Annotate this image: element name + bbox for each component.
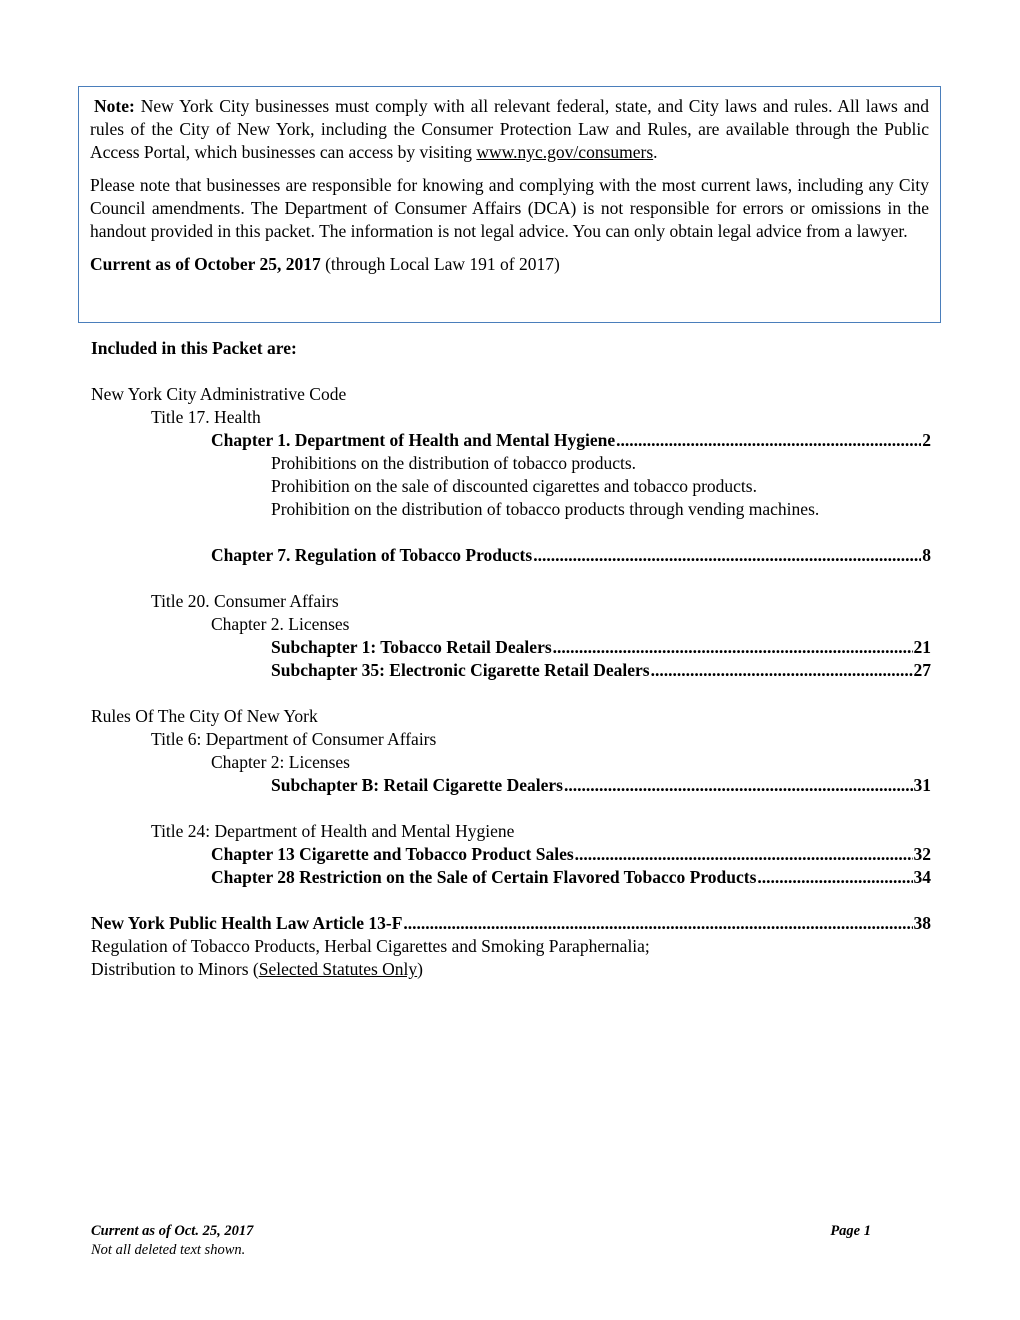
- toc-entry-ch13[interactable]: [91, 843, 931, 866]
- toc-heading: Included in this Packet are:: [91, 338, 297, 358]
- title6-heading: Title 6: Department of Consumer Affairs: [151, 729, 437, 749]
- toc-entry-page: 38: [913, 913, 931, 933]
- current-as-of: [90, 253, 929, 276]
- toc-entry-ch1[interactable]: [91, 429, 931, 452]
- toc-entry-label: Chapter 1. Department of Health and Mental Hygiene: [211, 430, 616, 450]
- list-item: Prohibition on the sale of discounted cigarettes and tobacco products.: [271, 476, 757, 496]
- toc-entry-ch28[interactable]: [91, 866, 931, 889]
- footer-page-number: Page 1: [830, 1223, 871, 1239]
- title17-heading: Title 17. Health: [151, 407, 261, 427]
- footer-note: Not all deleted text shown.: [91, 1242, 246, 1258]
- page-footer: [91, 1222, 871, 1260]
- title20-heading: Title 20. Consumer Affairs: [151, 591, 339, 611]
- footer-current: Current as of Oct. 25, 2017: [91, 1223, 254, 1239]
- toc-entry-ch7[interactable]: [91, 544, 931, 567]
- toc-entry-page: 27: [913, 660, 931, 680]
- toc-entry-page: 21: [913, 637, 931, 657]
- toc-entry-label: New York Public Health Law Article 13-F: [91, 913, 403, 933]
- toc-entry-label: Subchapter 1: Tobacco Retail Dealers: [271, 637, 552, 657]
- admin-code-heading: New York City Administrative Code: [91, 384, 347, 404]
- toc-entry-sub35[interactable]: [91, 659, 931, 682]
- phl-description: Regulation of Tobacco Products, Herbal Cigarettes and Smoking Paraphernalia;: [91, 936, 650, 956]
- chapter2-licenses-heading: Chapter 2: Licenses: [211, 752, 350, 772]
- title24-heading: Title 24: Department of Health and Mental Hygiene: [151, 821, 515, 841]
- note-label: Note:: [94, 96, 135, 116]
- toc-entry-page: 31: [913, 775, 931, 795]
- note-box: [78, 86, 941, 323]
- selected-statutes-link[interactable]: Selected Statutes Only: [258, 959, 418, 979]
- local-law-ref: (through Local Law 191 of 2017): [320, 254, 560, 274]
- toc-entry-page: 34: [913, 867, 931, 887]
- phl-description-2: [91, 958, 931, 981]
- toc-entry-page: 8: [922, 545, 931, 565]
- toc-entry-phl[interactable]: [91, 912, 931, 935]
- toc-entry-sub1[interactable]: [91, 636, 931, 659]
- toc-entry-label: Subchapter 35: Electronic Cigarette Retail Dealers: [271, 660, 650, 680]
- toc-entry-subB[interactable]: [91, 774, 931, 797]
- note-paragraph-1: [90, 95, 929, 164]
- list-item: Prohibition on the distribution of tobacco products through vending machines.: [271, 499, 820, 519]
- table-of-contents: [91, 337, 931, 981]
- current-date: Current as of October 25, 2017: [90, 254, 321, 274]
- note-period: .: [653, 142, 658, 162]
- rules-heading: Rules Of The City Of New York: [91, 706, 318, 726]
- phl-desc-prefix: Distribution to Minors (: [91, 959, 259, 979]
- phl-desc-suffix: ): [417, 959, 423, 979]
- toc-entry-label: Chapter 28 Restriction on the Sale of Certain Flavored Tobacco Products: [211, 867, 757, 887]
- toc-entry-label: Subchapter B: Retail Cigarette Dealers: [271, 775, 563, 795]
- note-paragraph-2: Please note that businesses are responsible for knowing and complying with the most current laws, including any City Council amendments. The Department of Consumer Affairs (DCA) is not responsible for errors or omissions in the handout provided in this packet. The information is not legal advice. You can only obtain legal advice from a lawyer.: [90, 175, 929, 241]
- toc-entry-page: 32: [913, 844, 931, 864]
- note-text: New York City businesses must comply with all relevant federal, state, and City laws and rules. All laws and rules of the City of New York, including the Consumer Protection Law and Rules, are available through the Public Access Portal, which businesses can access by visiting: [90, 96, 929, 162]
- toc-entry-label: Chapter 13 Cigarette and Tobacco Product Sales: [211, 844, 574, 864]
- chapter2-heading: Chapter 2. Licenses: [211, 614, 350, 634]
- toc-entry-page: 2: [922, 430, 931, 450]
- toc-entry-label: Chapter 7. Regulation of Tobacco Products: [211, 545, 533, 565]
- consumers-link[interactable]: www.nyc.gov/consumers: [476, 142, 654, 162]
- list-item: Prohibitions on the distribution of tobacco products.: [271, 453, 637, 473]
